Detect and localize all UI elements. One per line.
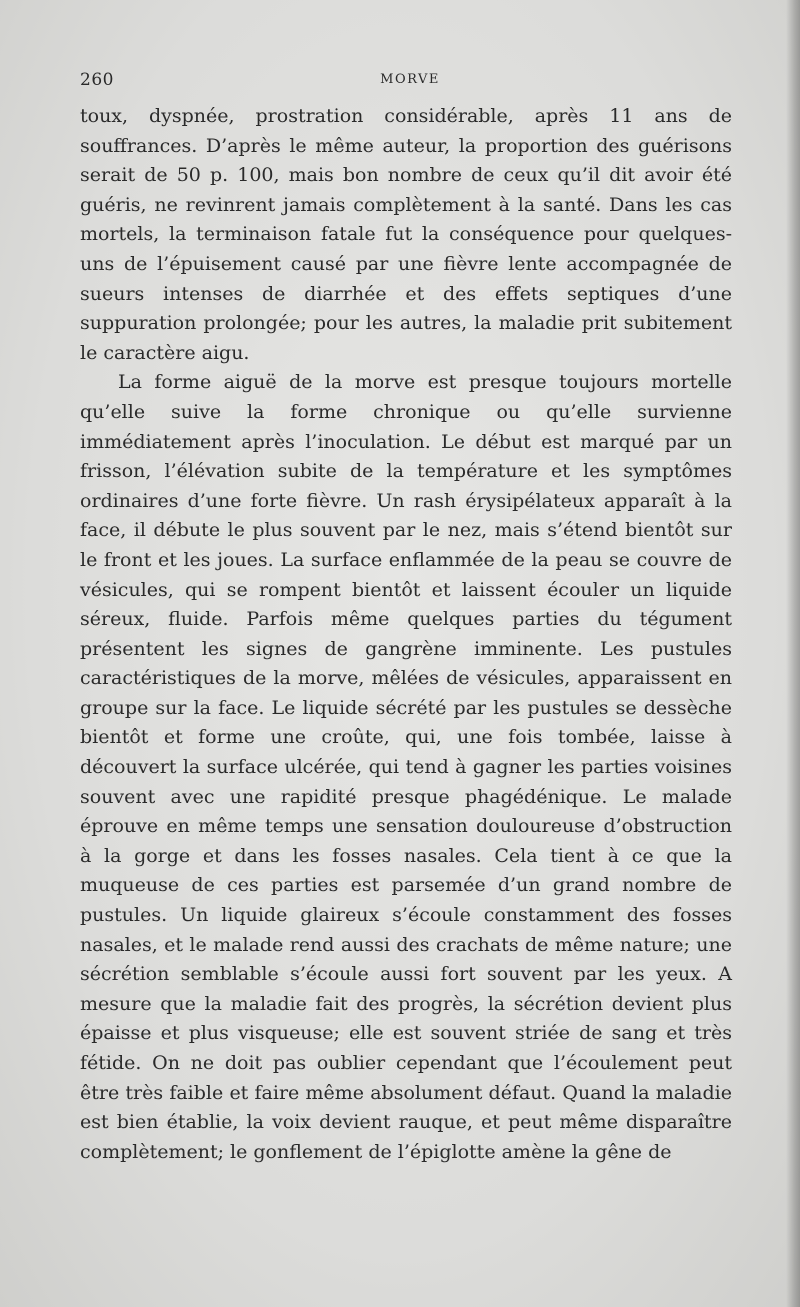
paragraph-acute-form: La forme aiguë de la morve est presque toujours mortelle qu’elle suive la forme chronique ou qu’elle survienne immédiatement après l’inoculation. Le début est marqué par un frisson, l’élévation subite de la température et les symptômes ordinaires d’une forte fièvre. Un rash érysipélateux apparaît à la face, il débute le plus souvent par le nez, mais s’étend bientôt sur le front et les joues. La surface enflammée de la peau se couvre de vésicules, qui se rompent bientôt et laissent écouler un liquide séreux, fluide. Parfois même quelques parties du tégument présentent les signes de gangrène imminente. Les pustules caractéristiques de la morve, mêlées de vésicules, apparaissent en groupe sur la face. Le liquide sécrété par les pustules se dessèche bientôt et forme une croûte, qui, une fois tombée, laisse à découvert la surface ulcérée, qui tend à gagner les parties voisines souvent avec une rapidité presque phagédénique. Le malade éprouve en même temps une sensation douloureuse d’obstruction à la gorge et dans les fosses nasales. Cela tient à ce que la muqueuse de ces parties est parsemée d’un grand nombre de pustules. Un liquide glaireux s’écoule constamment des fosses nasales, et le malade rend aussi des crachats de même nature; une sécrétion semblable s’écoule aussi fort souvent par les yeux. A mesure que la maladie fait des progrès, la sécrétion devient plus épaisse et plus visqueuse; elle est souvent striée de sang et très fétide. On ne doit pas oublier cependant que l’écoulement peut être très faible et faire même absolument défaut. Quand la maladie est bien établie, la voix devient rauque, et peut même disparaître complètement; le gonflement de l’épiglotte amène la gêne de (80, 371, 732, 1163)
page-header (80, 70, 740, 94)
paragraph-continuation: toux, dyspnée, prostration considérable, après 11 ans de souffrances. D’après le même auteur, la proportion des guérisons serait de 50 p. 100, mais bon nombre de ceux qu’il dit avoir été guéris, ne revinrent jamais complètement à la santé. Dans les cas mortels, la terminaison fatale fut la conséquence pour quelques-uns de l’épuisement causé par une fièvre lente accompagnée de sueurs intenses de diarrhée et des effets septiques d’une suppuration prolongée; pour les autres, la maladie prit subitement le caractère aigu. (80, 105, 732, 364)
page-edge-shadow (786, 0, 800, 1307)
body-text (80, 102, 732, 1167)
page-number: 260 (80, 70, 114, 90)
running-title: MORVE (380, 72, 440, 87)
